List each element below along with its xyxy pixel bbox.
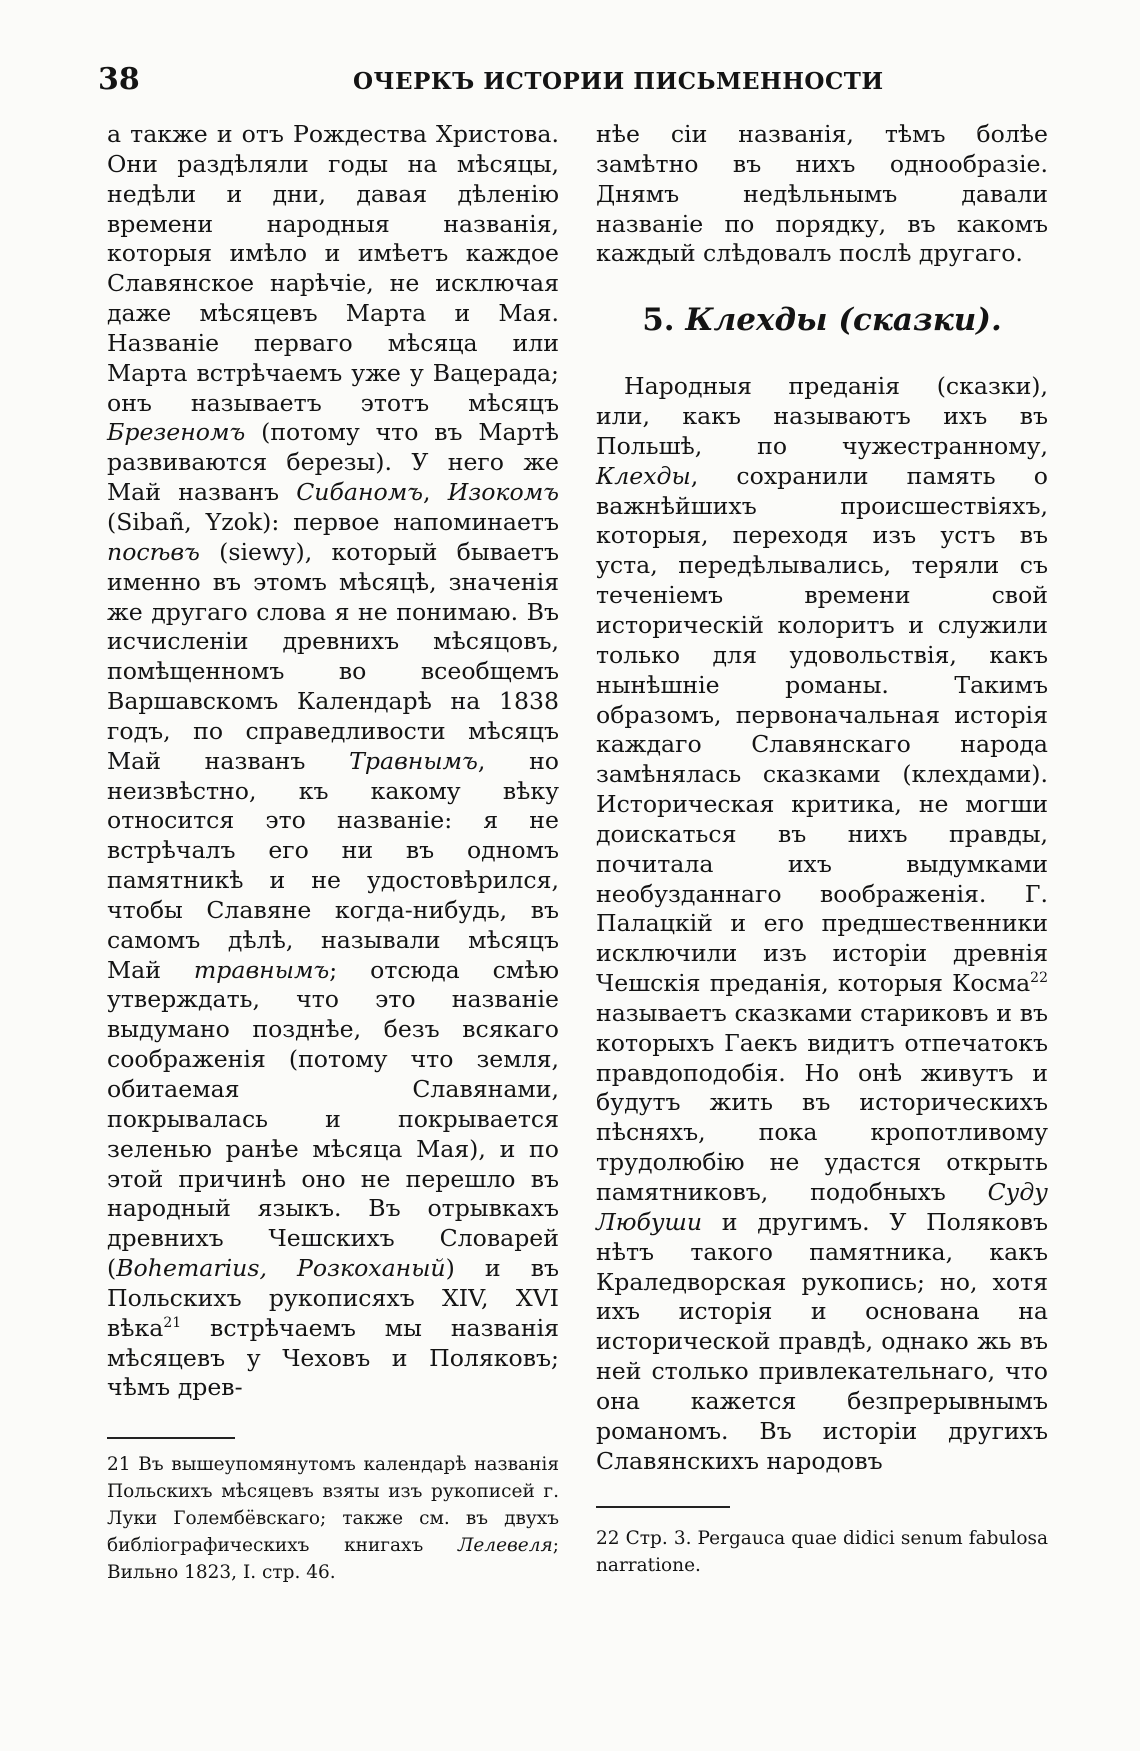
italic-term: Bohemarius, Розкоханый bbox=[116, 1254, 446, 1283]
text-run: , но неизвѣстно, къ какому вѣку относится это названіе: я не встрѣчалъ его ни въ одномъ памятникѣ и не удостовѣрился, чтобы Славяне когда-нибудь, въ самомъ дѣлѣ, называли мѣсяцъ Май bbox=[107, 746, 559, 984]
text-run: (siewy), который бываетъ именно въ этомъ мѣсяцѣ, значенія же другаго слова я не понимаю. Въ исчисленіи древнихъ мѣсяцовъ, помѣщенномъ во всеобщемъ Варшавскомъ Календарѣ на 1838 годъ, по справедливости мѣсяцъ Май названъ bbox=[107, 537, 559, 775]
text-run: (потому что въ Мартѣ развиваются березы). У него же Май названъ bbox=[107, 418, 559, 507]
page-number: 38 bbox=[98, 62, 140, 97]
italic-term: Брезеномъ bbox=[107, 418, 246, 447]
left-column bbox=[107, 120, 559, 1403]
text-run: называетъ сказками стариковъ и въ которыхъ Гаекъ видитъ отпечатокъ правдоподобія. Но онѣ живутъ и будутъ жить въ историческихъ пѣсняхъ, пока кропотливому трудолюбію не удастся открыть памятниковъ, подобныхъ bbox=[596, 998, 1048, 1206]
right-column bbox=[596, 120, 1048, 1476]
footnote-rule bbox=[596, 1506, 730, 1508]
footnote-ref-22[interactable]: 22 bbox=[1030, 970, 1048, 987]
text-run: а также и отъ Рождества Христова. Они раздѣляли годы на мѣсяцы, недѣли и дни, давая дѣленію времени народныя названія, которыя имѣло и имѣетъ каждое Славянское нарѣчіе, не исключая даже мѣсяцевъ Марта и Мая. Названіе перваго мѣсяца или Марта встрѣчаемъ уже у Вацерада; онъ называетъ этотъ мѣсяцъ bbox=[107, 120, 559, 417]
footnote-number: 22 bbox=[596, 1528, 620, 1549]
text-run: встрѣчаемъ мы названія мѣсяцевъ у Чеховъ и Поляковъ; чѣмъ древ- bbox=[107, 1313, 559, 1402]
text-run: , bbox=[423, 478, 448, 507]
text-run: (Sibañ, Yzok): первое напоминаетъ bbox=[107, 507, 559, 536]
body-paragraph bbox=[596, 372, 1048, 1476]
footnote-text: ; Вильно 1823, I. стр. 46. bbox=[107, 1535, 559, 1583]
body-paragraph bbox=[596, 120, 1048, 269]
italic-term: Суду Любуши bbox=[596, 1178, 1048, 1236]
section-subtitle: (сказки). bbox=[838, 302, 1002, 339]
body-paragraph bbox=[107, 120, 559, 1403]
page-title: ОЧЕРКЪ ИСТОРИИ ПИСЬМЕННОСТИ bbox=[353, 68, 884, 95]
footnote-number: 21 bbox=[107, 1454, 131, 1475]
italic-term: Клехды bbox=[596, 461, 691, 490]
italic-term: травнымъ bbox=[193, 955, 330, 984]
italic-term: посѣвъ bbox=[107, 537, 200, 566]
footnote-text: Стр. 3. Pergauca quae didici senum fabulosa narratione. bbox=[596, 1528, 1048, 1576]
text-run: , сохранили память о важнѣйшихъ происшествіяхъ, которыя, переходя изъ устъ въ уста, передѣлывались, теряли съ теченіемъ времени свой историческій колоритъ и служили только для удовольствія, какъ нынѣшніе романы. Такимъ образомъ, первоначальная исторія каждаго Славянскаго народа замѣнялась сказками (клехдами). Историческая критика, не могши доискаться въ нихъ правды, почитала ихъ выдумками необузданнаго воображенія. Г. Палацкій и его предшественники исключили изъ исторіи древнія Чешскія преданія, которыя Косма bbox=[596, 461, 1048, 998]
italic-term: Лелевеля bbox=[457, 1535, 553, 1556]
footnote-ref-21[interactable]: 21 bbox=[163, 1314, 182, 1331]
section-heading bbox=[596, 302, 1048, 338]
italic-term: Травнымъ bbox=[349, 746, 478, 775]
footnote-21 bbox=[107, 1451, 559, 1586]
text-run: ) и въ Польскихъ рукописяхъ XIV, XVI вѣка bbox=[107, 1254, 559, 1342]
footnote-rule bbox=[107, 1437, 235, 1439]
text-run: Народныя преданія (сказки), или, какъ называютъ ихъ въ Польшѣ, по чужестранному, bbox=[596, 372, 1048, 460]
section-title: Клехды bbox=[685, 302, 828, 339]
text-run: ; отсюда смѣю утверждать, что это названіе выдумано позднѣе, безъ всякаго соображенія (потому что земля, обитаемая Славянами, покрывалась и покрывается зеленью ранѣе мѣсяца Мая), и по этой причинѣ оно не перешло въ народный языкъ. Въ отрывкахъ древнихъ Чешскихъ Словарей ( bbox=[107, 955, 560, 1283]
text-run: и другимъ. У Поляковъ нѣтъ такого памятника, какъ Краледворская рукопись; но, хотя ихъ исторія и основана на исторической правдѣ, однако жь въ ней столько привлекательнаго, что она кажется безпрерывнымъ романомъ. Въ исторіи другихъ Славянскихъ народовъ bbox=[596, 1207, 1048, 1475]
running-head bbox=[98, 62, 1038, 102]
italic-term: Сибаномъ bbox=[296, 478, 423, 507]
footnote-22 bbox=[596, 1525, 1048, 1579]
text-run: нѣе сіи названія, тѣмъ болѣе замѣтно въ нихъ однообразіе. Днямъ недѣльнымъ давали названіе по порядку, въ какомъ каждый слѣдовалъ послѣ другаго. bbox=[596, 120, 1048, 268]
footnote-text: Въ вышеупомянутомъ календарѣ названія Польскихъ мѣсяцевъ взяты изъ рукописей г. Луки Голембёвскаго; также см. въ двухъ библіографическихъ книгахъ bbox=[107, 1454, 559, 1556]
section-number: 5. bbox=[642, 302, 675, 339]
italic-term: Изокомъ bbox=[447, 478, 560, 507]
